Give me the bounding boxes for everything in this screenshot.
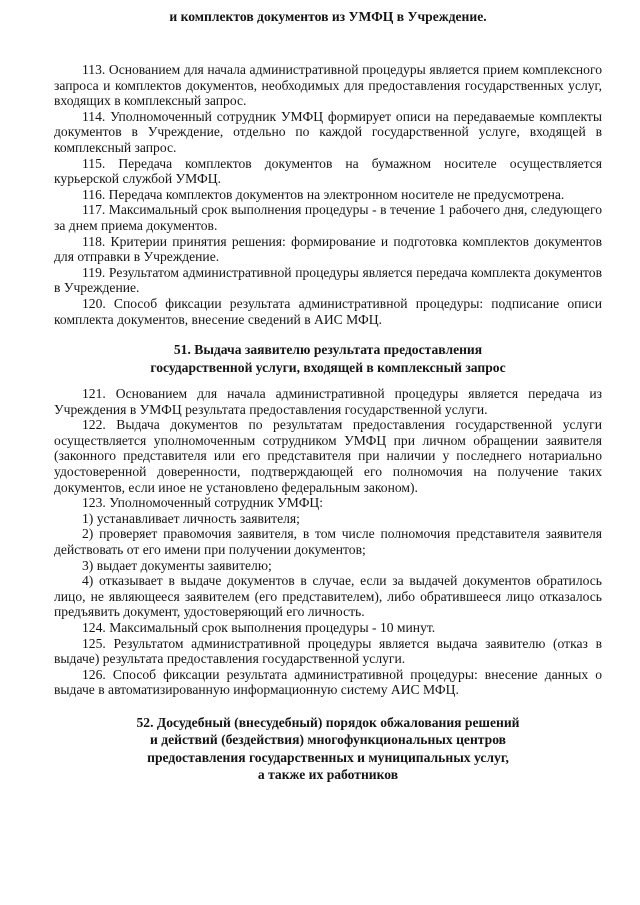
section-51-heading <box>54 341 602 376</box>
paragraph-113: 113. Основанием для начала административной процедуры является прием комплексного запроса и комплектов документов, необходимых для предоставления государственных услуг, входящих в комплексный запрос. <box>54 62 602 109</box>
section-51-heading-line: государственной услуги, входящей в комплексный запрос <box>150 359 506 375</box>
paragraph-120: 120. Способ фиксации результата административной процедуры: подписание описи комплекта документов, внесение сведений в АИС МФЦ. <box>54 295 602 327</box>
list-item-3: 3) выдает документы заявителю; <box>82 557 272 573</box>
paragraph-119: 119. Результатом административной процедуры является передача комплекта документов в Учреждение. <box>54 264 602 296</box>
section-heading-continued: и комплектов документов из УМФЦ в Учреждение. <box>169 9 487 24</box>
paragraph-115: 115. Передача комплектов документов на бумажном носителе осуществляется курьерской службой УМФЦ. <box>54 155 602 187</box>
section-52-heading-line: а также их работников <box>257 767 399 783</box>
section-51-heading-line: 51. Выдача заявителю результата предоставления <box>173 342 483 358</box>
section-52-heading-line: 52. Досудебный (внесудебный) порядок обжалования решений <box>136 714 520 730</box>
paragraph-123: 123. Уполномоченный сотрудник УМФЦ: <box>82 495 324 511</box>
paragraph-114: 114. Уполномоченный сотрудник УМФЦ формирует описи на передаваемые комплекты документов в Учреждение, отдельно по каждой государственной услуге, входящей в комплексный запрос. <box>54 108 602 155</box>
list-item-2: 2) проверяет правомочия заявителя, в том числе полномочия представителя заявителя действовать от его имени при получении документов; <box>54 526 602 558</box>
list-item-1: 1) устанавливает личность заявителя; <box>82 510 300 526</box>
section-51-body <box>54 386 602 698</box>
section-52-heading-line: и действий (бездействия) многофункциональных центров <box>149 732 506 748</box>
paragraph-122: 122. Выдача документов по результатам предоставления государственной услуги осуществляется уполномоченным сотрудником УМФЦ при личном обращении заявителя (законного представителя или его представителя при наличии у последнего нотариально удостоверенной доверенности, подтверждающей его полномочия на получение таких документов, если иное не установлено федеральным законом). <box>54 417 602 495</box>
paragraph-117: 117. Максимальный срок выполнения процедуры - в течение 1 рабочего дня, следующего за днем приема документов. <box>54 202 602 233</box>
section-52-heading-line: предоставления государственных и муниципальных услуг, <box>147 749 509 765</box>
section-50-body <box>54 62 602 327</box>
list-item-4: 4) отказывает в выдаче документов в случае, если за выдачей документов обратилось лицо, не являющееся заявителем (его представителем), либо обратившееся лицо отказалось предъявить документ, удостоверяющий его личность. <box>54 573 602 620</box>
paragraph-121: 121. Основанием для начала административной процедуры является передача из Учреждения в УМФЦ результата предоставления государственной услуги. <box>54 386 602 417</box>
paragraph-118: 118. Критерии принятия решения: формирование и подготовка комплектов документов для отправки в Учреждение. <box>54 233 602 265</box>
paragraph-126: 126. Способ фиксации результата административной процедуры: внесение данных о выдаче в автоматизированную информационную систему АИС МФЦ. <box>54 666 602 698</box>
paragraph-125: 125. Результатом административной процедуры является выдача заявителю (отказ в выдаче) результата предоставления государственной услуги. <box>54 635 602 667</box>
paragraph-116: 116. Передача комплектов документов на электронном носителе не предусмотрена. <box>82 186 565 202</box>
paragraph-124: 124. Максимальный срок выполнения процедуры - 10 минут. <box>82 620 436 635</box>
section-52-heading <box>54 714 602 784</box>
